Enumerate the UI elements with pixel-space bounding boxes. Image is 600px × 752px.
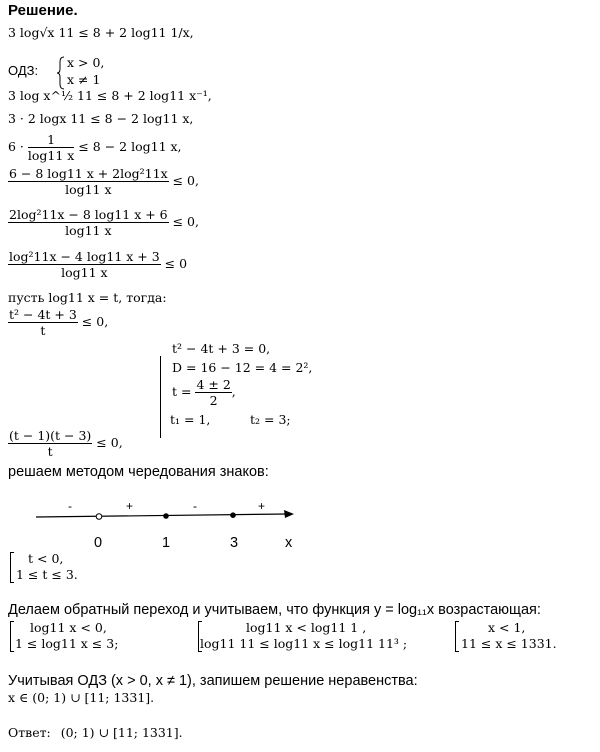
back-substitution-text: Делаем обратный переход и учитываем, что функция y = log₁₁x возрастающая: bbox=[8, 602, 541, 618]
set-bracket-2 bbox=[10, 621, 11, 651]
sys2-part-a: log11 x < log11 1 , bbox=[246, 620, 367, 635]
sys3-part-a: x < 1, bbox=[488, 620, 526, 635]
roots-formula bbox=[172, 377, 236, 408]
t-ineq-numerator: t² − 4t + 3 bbox=[9, 307, 77, 322]
step7-suffix: ≤ 0, bbox=[172, 214, 199, 229]
sign-interval-2: + bbox=[126, 499, 134, 513]
t-ineq-suffix: ≤ 0, bbox=[81, 314, 109, 329]
root-t2: t₂ = 3; bbox=[250, 412, 291, 427]
inequality-in-t bbox=[8, 307, 108, 338]
discriminant: D = 16 − 12 = 4 = 2², bbox=[172, 360, 313, 375]
t-ineq-denominator: t bbox=[40, 323, 46, 338]
set1-part-b: 1 ≤ t ≤ 3. bbox=[16, 567, 78, 582]
final-intro-text: Учитывая ОДЗ (x > 0, x ≠ 1), запишем решение неравенства: bbox=[8, 673, 418, 689]
answer-line bbox=[8, 725, 183, 741]
step7-numerator: 2log²11x − 8 log11 x + 6 bbox=[9, 207, 168, 222]
sign-interval-1: - bbox=[68, 499, 72, 513]
substitution-line: пусть log11 x = t, тогда: bbox=[8, 290, 167, 305]
step5-numerator: 1 bbox=[28, 132, 74, 148]
sys1-part-b: 1 ≤ log11 x ≤ 3; bbox=[15, 636, 119, 651]
factored-suffix: ≤ 0, bbox=[96, 435, 123, 450]
step7-denominator: log11 x bbox=[65, 223, 112, 238]
solution-title: Решение. bbox=[8, 2, 78, 19]
sys1-part-a: log11 x < 0, bbox=[30, 620, 107, 635]
set-bracket-4 bbox=[455, 621, 456, 651]
set1-part-a: t < 0, bbox=[28, 551, 64, 566]
step5-suffix: ≤ 8 − 2 log11 x, bbox=[78, 139, 182, 154]
step8-numerator: log²11x − 4 log11 x + 3 bbox=[9, 249, 160, 264]
tick-label-1: 1 bbox=[162, 535, 171, 551]
roots-suffix: , bbox=[231, 384, 236, 399]
set-bracket-3 bbox=[198, 621, 199, 651]
factored-inequality bbox=[8, 428, 123, 459]
odz-cond-1: x > 0, bbox=[67, 55, 105, 70]
tick-label-0: 0 bbox=[94, 535, 103, 551]
open-point-0 bbox=[96, 514, 102, 520]
roots-prefix: t = bbox=[172, 384, 192, 399]
sys3-part-b: 11 ≤ x ≤ 1331. bbox=[461, 636, 557, 651]
quadratic-bracket bbox=[160, 356, 161, 438]
inequality-step-3: 3 log x^½ 11 ≤ 8 + 2 log11 x⁻¹, bbox=[8, 88, 212, 103]
step6-numerator: 6 − 8 log11 x + 2log²11x bbox=[9, 166, 168, 181]
odz-label: ОДЗ: bbox=[8, 63, 39, 78]
step6-suffix: ≤ 0, bbox=[172, 173, 199, 188]
tick-label-3: 3 bbox=[230, 535, 239, 551]
roots-denominator: 2 bbox=[209, 393, 218, 408]
sign-interval-3: - bbox=[193, 499, 197, 513]
quadratic-equation: t² − 4t + 3 = 0, bbox=[172, 341, 271, 356]
factored-denominator: t bbox=[47, 444, 53, 459]
step6-denominator: log11 x bbox=[65, 182, 112, 197]
interval-method-text: решаем методом чередования знаков: bbox=[8, 464, 269, 480]
answer-label: Ответ: bbox=[8, 725, 51, 740]
final-solution-set: x ∈ (0; 1) ∪ [11; 1331]. bbox=[8, 690, 155, 705]
sys2-part-b: log11 11 ≤ log11 x ≤ log11 11³ ; bbox=[200, 636, 408, 651]
answer-value: (0; 1) ∪ [11; 1331]. bbox=[60, 725, 183, 740]
inequality-step-6 bbox=[8, 166, 199, 197]
inequality-step-7 bbox=[8, 207, 199, 238]
inequality-step-8 bbox=[8, 249, 187, 280]
step8-suffix: ≤ 0 bbox=[164, 256, 188, 271]
sign-interval-4: + bbox=[258, 499, 266, 513]
inequality-step-4: 3 · 2 logx 11 ≤ 8 − 2 log11 x, bbox=[8, 111, 194, 126]
odz-brace bbox=[56, 56, 66, 90]
inequality-original: 3 log√x 11 ≤ 8 + 2 log11 1/x, bbox=[8, 25, 194, 40]
step5-prefix: 6 · bbox=[8, 139, 24, 154]
inequality-step-5 bbox=[8, 132, 182, 163]
closed-point-1 bbox=[163, 513, 169, 519]
odz-cond-2: x ≠ 1 bbox=[67, 72, 101, 87]
step8-denominator: log11 x bbox=[61, 265, 108, 280]
roots-numerator: 4 ± 2 bbox=[196, 377, 231, 392]
axis-label-x: x bbox=[285, 535, 293, 551]
set-bracket-1 bbox=[10, 552, 11, 582]
step5-denominator: log11 x bbox=[27, 148, 75, 163]
root-t1: t₁ = 1, bbox=[170, 412, 211, 427]
factored-numerator: (t − 1)(t − 3) bbox=[9, 428, 92, 443]
closed-point-3 bbox=[230, 512, 236, 518]
